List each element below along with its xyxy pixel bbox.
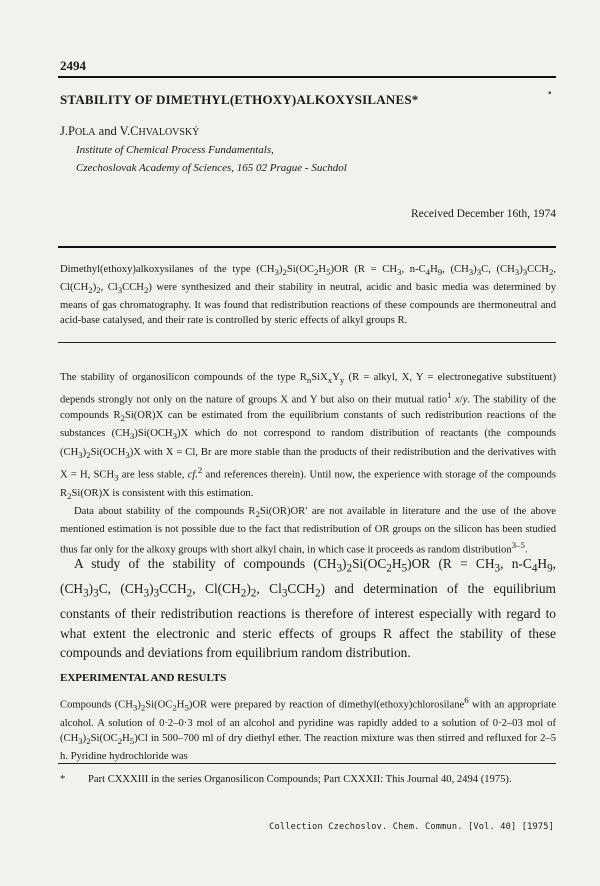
footnote-text: Part CXXXIII in the series Organosilicon Compounds; Part CXXXII: This Journal 40, 2494 (1975). [88,774,512,785]
experimental-text [60,693,556,765]
received-date: Received December 16th, 1974 [411,208,556,220]
introduction [60,370,556,557]
footnote-marker: * [60,774,66,785]
paper-title: STABILITY OF DIMETHYL(ETHOXY)ALKOXYSILANES* [60,92,419,107]
paragraph-4: Compounds $(CH_3)_2Si(OC_2H_5)OR$ were prepared by reaction of dimethyl(ethoxy)chlorosilane$^6$ with an appropriate alcohol. A solution of 0·2–0·3 mol of an alcohol and pyridine was rapidly added to a solution of 0·2–03 mol of $(CH_3)_2Si(OC_2H_5)Cl$ in 500–700 ml of dry diethyl ether. The reaction mixture was then stirred and refluxed for 2–5 h. Pyridine hydrochloride was [60,695,556,763]
abstract-top-rule [58,246,556,248]
abstract: Dimethyl(ethoxy)alkoxysilanes of the type $(CH_3)_2Si(OC_2H_5)OR$ ($R = CH_3$, $n-C_4H_9$, $(CH_3)_3C$, $(CH_3)_3CCH_2$, $Cl(CH_2)_2$, $Cl_3CCH_2$) were synthesized and their stability in neutral, acidic and basic media was determined by means of gas chromatography. It was found that redistribution reactions of these compounds are thermoneutral and acid-base catalysed, and their rate is controlled by steric effects of alkyl groups R. [60,264,557,327]
study-paragraph [60,554,556,663]
paragraph-1: The stability of organosilicon compounds of the type $R_nSiX_xY_y$ (R = alkyl, X, Y = electronegative substituent) depends strongly not only on the nature of groups X and Y but also on their mutual ratio$^1$ x/y. The stability of the compounds $R_2Si(OR)X$ can be estimated from the equilibrium constants of such redistribution reactions of the substances $(CH_3)Si(OCH_3)X$ which do not correspond to random distribution of reactants (the compounds $(CH_3)_2Si(OCH_3)X$ with X = Cl, Br are more stable than the products of their redistribution and the derivatives with X = H, $SCH_3$ are less stable, cf.$^2$ and references therein). Until now, the experience with storage of the compounds $R_2Si(OR)X$ is consistent with this estimation. [60,372,557,501]
authors: J.POLA and V.CHVALOVSKÝ [60,124,200,138]
affiliation-line-2: Czechoslovak Academy of Sciences, 165 02 Prague - Suchdol [76,162,347,174]
paragraph-3: A study of the stability of compounds $(CH_3)_2Si(OC_2H_5)OR$ ($R = CH_3$, $n-C_4H_9$, $(CH_3)_3C$, $(CH_3)_3CCH_2$, $Cl(CH_2)_2$, $Cl_3CCH_2$) and determination of the equilibrium constants of their redistribution reactions is therefore of interest especially with regard to what extent the electronic and steric effects of groups R affect the stability of these compounds and deviations from equilibrium random distribution. [60,556,556,661]
section-heading: EXPERIMENTAL AND RESULTS [60,672,227,684]
page-number: 2494 [60,58,86,73]
paragraph-2: Data about stability of the compounds $R_2Si(OR)OR'$ are not available in literature and the use of the above mentioned estimation is not possible due to the fact that redistribution of OR groups on the silicon has been studied thus far only for the alkoxy groups with short alkyl chain, in which case it proceeds as random distribution$^{3-5}$. [60,506,556,556]
footnote-rule [58,763,556,764]
abstract-bottom-rule [58,342,556,343]
journal-footer: Collection Czechoslov. Chem. Commun. [Vol. 40] [1975] [269,822,554,832]
footnote [60,772,556,787]
header-rule [58,76,556,78]
affiliation-line-1: Institute of Chemical Process Fundamentals, [76,144,274,156]
scan-speck: ▪ [548,88,552,99]
